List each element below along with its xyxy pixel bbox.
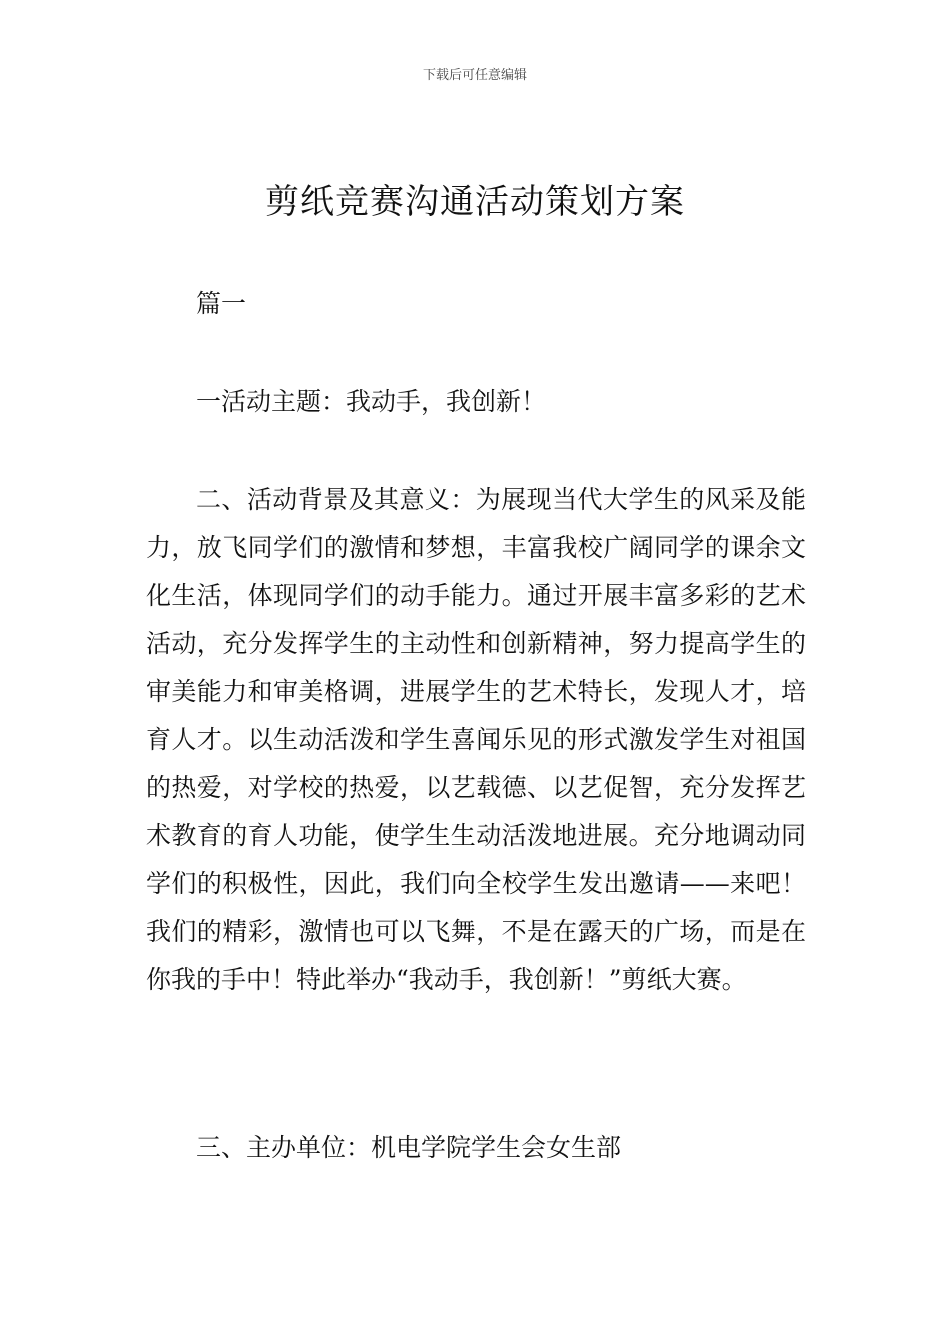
organizer-line: 三、主办单位：机电学院学生会女生部 (196, 1133, 622, 1162)
header-note: 下载后可任意编辑 (422, 68, 527, 83)
section-label: 篇一 (196, 289, 247, 318)
document-title: 剪纸竞赛沟通活动策划方案 (265, 182, 685, 222)
activity-background-paragraph: 二、活动背景及其意义：为展现当代大学生的风采及能力，放飞同学们的激情和梦想，丰富我校广阔同学的课余文化生活，体现同学们的动手能力。通过开展丰富多彩的艺术活动，充分发挥学生的主动性和创新精神，努力提高学生的审美能力和审美格调，进展学生的艺术特长，发现人才，培育人才。以生动活泼和学生喜闻乐见的形式激发学生对祖国的热爱，对学校的热爱，以艺载德、以艺促智，充分发挥艺术教育的育人功能，使学生生动活泼地进展。充分地调动同学们的积极性，因此，我们向全校学生发出邀请——来吧！我们的精彩，激情也可以飞舞，不是在露天的广场，而是在你我的手中！特此举办“我动手，我创新！”剪纸大赛。 (146, 485, 806, 994)
activity-theme: 一活动主题：我动手，我创新！ (196, 387, 547, 416)
